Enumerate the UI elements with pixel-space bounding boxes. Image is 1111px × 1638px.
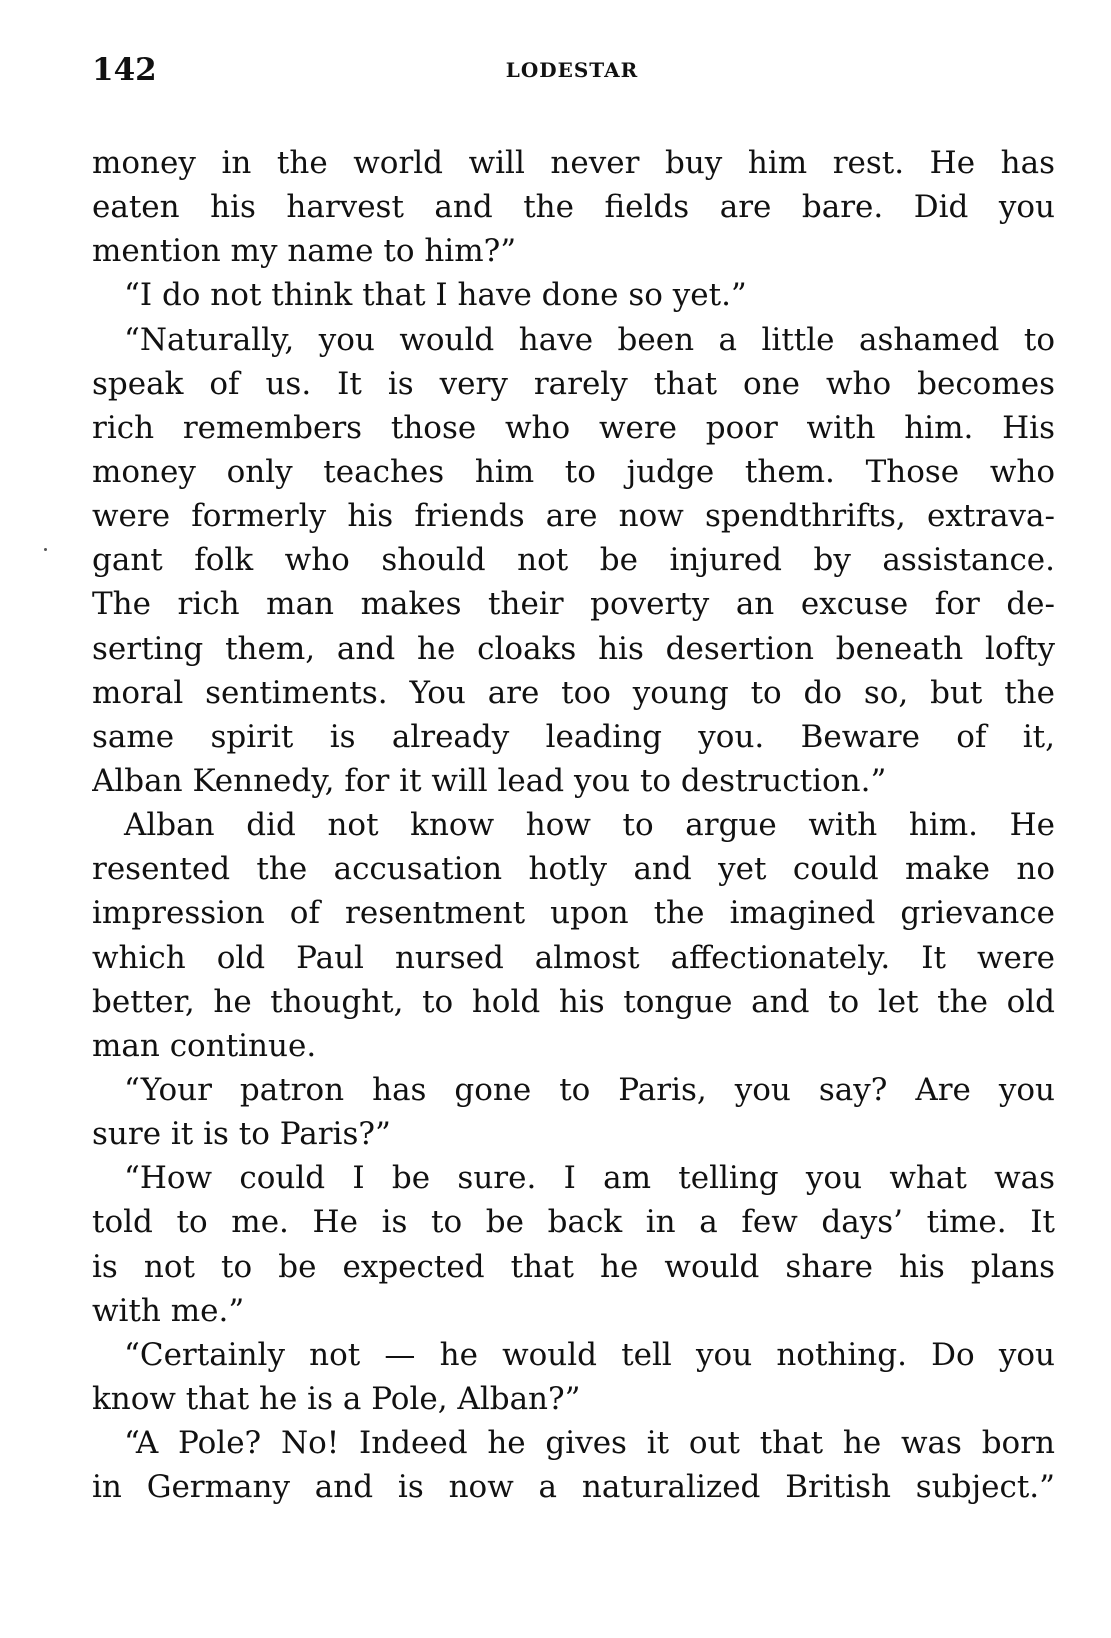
text-line: mention my name to him?” <box>92 233 517 270</box>
page-header <box>92 52 1052 100</box>
text-line: “Naturally, you would have been a little ashamed to <box>124 321 1055 358</box>
text-line: in Germany and is now a naturalized British subject.” <box>92 1469 1055 1506</box>
text-line: same spirit is already leading you. Beware of it, <box>92 718 1055 755</box>
text-line: rich remembers those who were poor with him. His <box>92 409 1055 446</box>
text-line: money in the world will never buy him rest. He has <box>92 145 1055 181</box>
text-line: know that he is a Pole, Alban?” <box>92 1380 581 1417</box>
text-line: resented the accusation hotly and yet could make no <box>92 851 1055 888</box>
text-line: “Certainly not — he would tell you nothing. Do you <box>124 1336 1055 1373</box>
text-line: moral sentiments. You are too young to do so, but the <box>92 674 1055 711</box>
text-line: Alban did not know how to argue with him. He <box>124 807 1055 844</box>
text-line: “A Pole? No! Indeed he gives it out that he was born <box>124 1425 1055 1462</box>
text-line: Alban Kennedy, for it will lead you to destruction.” <box>92 762 887 799</box>
running-head: LODESTAR <box>505 58 639 82</box>
text-line: impression of resentment upon the imagined grievance <box>92 895 1055 932</box>
text-line: man continue. <box>92 1027 317 1064</box>
text-line: speak of us. It is very rarely that one who becomes <box>92 365 1055 402</box>
text-line: is not to be expected that he would share his plans <box>92 1248 1055 1285</box>
text-line: eaten his harvest and the fields are bare. Did you <box>92 189 1055 226</box>
text-line: serting them, and he cloaks his desertion beneath lofty <box>92 630 1055 667</box>
body-text <box>92 141 1055 1509</box>
text-line: “How could I be sure. I am telling you what was <box>124 1160 1055 1197</box>
text-line: which old Paul nursed almost affectionately. It were <box>92 939 1055 976</box>
text-line: “I do not think that I have done so yet.” <box>124 277 747 314</box>
margin-speck <box>44 548 47 551</box>
text-line: money only teaches him to judge them. Those who <box>92 453 1055 490</box>
text-line: sure it is to Paris?” <box>92 1116 391 1153</box>
text-line: with me.” <box>92 1292 245 1329</box>
page-number: 142 <box>92 52 157 88</box>
text-line: The rich man makes their poverty an excuse for de- <box>92 586 1055 623</box>
text-line: gant folk who should not be injured by assistance. <box>92 542 1055 579</box>
text-line: “Your patron has gone to Paris, you say? Are you <box>124 1071 1055 1108</box>
text-line: were formerly his friends are now spendthrifts, extrava- <box>92 498 1055 535</box>
text-line: better, he thought, to hold his tongue and to let the old <box>92 983 1055 1020</box>
text-line: told to me. He is to be back in a few days’ time. It <box>92 1204 1055 1241</box>
